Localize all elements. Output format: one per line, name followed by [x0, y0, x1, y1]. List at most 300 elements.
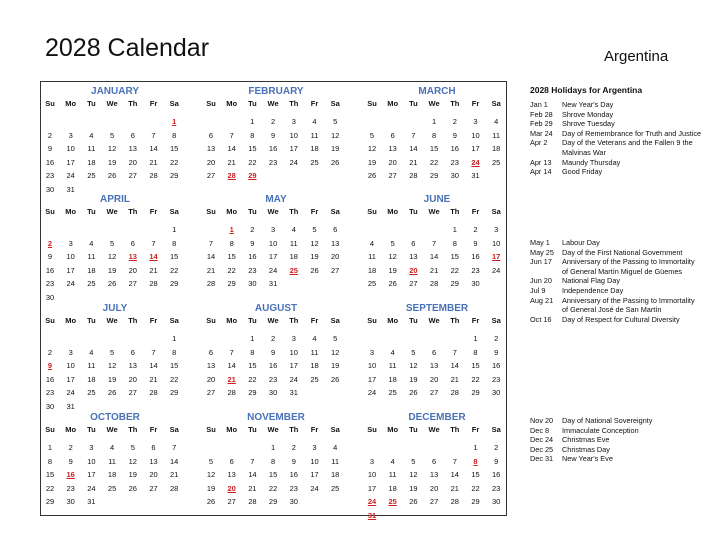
day: 9 — [271, 347, 276, 357]
day: 4 — [312, 117, 317, 126]
day: 14 — [206, 252, 216, 261]
day: 2 — [47, 347, 53, 357]
day: 14 — [429, 252, 439, 261]
weekday-header: Tu — [248, 316, 257, 325]
day: 4 — [390, 456, 395, 466]
day: 7 — [229, 130, 234, 140]
day: 16 — [248, 252, 257, 261]
weekday-header: Fr — [471, 99, 480, 108]
day: 8 — [250, 347, 255, 357]
day: 14 — [248, 470, 257, 479]
day: 16 — [450, 144, 459, 153]
weekday-header: Su — [367, 207, 377, 216]
holiday-item — [530, 248, 702, 258]
day: 25 — [87, 388, 96, 397]
day: 15 — [471, 470, 480, 479]
day: 17 — [87, 470, 96, 479]
weekday-header: Sa — [330, 425, 340, 434]
day: 2 — [47, 130, 53, 140]
day: 11 — [87, 252, 96, 261]
day: 12 — [206, 470, 216, 479]
day: 15 — [170, 144, 179, 153]
day: 5 — [110, 238, 115, 248]
day: 28 — [149, 171, 158, 180]
holiday-date: Oct 16 — [530, 314, 552, 324]
holiday-day: 1 — [229, 225, 234, 234]
weekday-header: Th — [289, 316, 299, 325]
day: 16 — [492, 470, 501, 479]
day: 23 — [45, 171, 55, 180]
day: 24 — [66, 279, 75, 288]
holiday-day: 17 — [492, 252, 501, 261]
weekday-header: Su — [206, 316, 216, 325]
day: 21 — [206, 265, 216, 275]
day: 26 — [206, 497, 216, 506]
day: 24 — [268, 265, 278, 275]
day: 26 — [331, 374, 340, 384]
day: 22 — [471, 374, 480, 384]
day: 7 — [208, 238, 214, 248]
holiday-date: Jul 9 — [530, 285, 546, 295]
day: 27 — [331, 265, 340, 275]
day: 2 — [452, 117, 457, 126]
day: 28 — [149, 388, 158, 397]
weekday-header: Th — [450, 316, 460, 325]
holiday-item — [530, 286, 702, 296]
day: 2 — [68, 443, 73, 452]
day: 17 — [471, 144, 480, 153]
day: 7 — [432, 238, 437, 248]
day: 22 — [248, 157, 257, 167]
day: 6 — [151, 443, 156, 452]
day: 19 — [388, 265, 397, 275]
day: 15 — [248, 144, 257, 153]
day: 2 — [494, 334, 499, 343]
day: 26 — [409, 497, 418, 506]
day: 10 — [289, 347, 298, 357]
day: 14 — [227, 361, 236, 370]
holiday-name: Christmas Day — [562, 444, 610, 454]
day: 3 — [494, 225, 499, 234]
month-name: OCTOBER — [90, 412, 140, 423]
day: 30 — [471, 279, 480, 288]
day: 22 — [248, 374, 257, 384]
day: 1 — [250, 117, 255, 126]
day: 17 — [66, 265, 75, 275]
day: 18 — [388, 483, 397, 493]
day: 12 — [409, 361, 418, 370]
weekday-header: Fr — [471, 207, 480, 216]
day: 3 — [68, 238, 73, 248]
day: 20 — [331, 252, 340, 261]
holiday-date: Jan 1 — [530, 100, 548, 109]
day: 10 — [310, 456, 319, 466]
page-title: 2028 Calendar — [45, 34, 210, 62]
day: 29 — [450, 279, 459, 288]
holiday-item — [530, 435, 702, 445]
day: 26 — [409, 388, 418, 397]
day: 28 — [248, 497, 257, 506]
day: 22 — [170, 265, 179, 275]
day: 7 — [250, 456, 255, 466]
day: 28 — [227, 388, 236, 397]
weekday-header: We — [106, 207, 118, 216]
day: 29 — [45, 497, 55, 506]
day: 12 — [128, 456, 137, 466]
day: 8 — [473, 347, 478, 357]
holiday-day: 24 — [367, 497, 377, 506]
day: 10 — [66, 144, 75, 153]
day: 24 — [289, 374, 298, 384]
holiday-name: Good Friday — [562, 167, 603, 177]
day: 12 — [388, 252, 397, 261]
day: 16 — [289, 470, 298, 479]
day: 1 — [271, 443, 276, 452]
weekday-header: Th — [450, 207, 460, 216]
day: 1 — [452, 225, 457, 234]
day: 27 — [128, 388, 137, 397]
day: 15 — [471, 361, 480, 370]
day: 3 — [369, 456, 375, 466]
day: 22 — [450, 265, 459, 275]
weekday-header: Fr — [310, 207, 319, 216]
day: 29 — [227, 279, 236, 288]
month-january — [40, 86, 190, 194]
day: 18 — [289, 252, 298, 261]
day: 17 — [289, 361, 298, 370]
day: 19 — [409, 374, 418, 384]
day: 28 — [206, 279, 216, 288]
holiday-name: Day of Respect for Cultural Diversity — [562, 314, 680, 324]
day: 7 — [151, 130, 156, 140]
weekday-header: Mo — [387, 99, 399, 108]
weekday-header: We — [106, 99, 118, 108]
day: 23 — [66, 483, 75, 493]
day: 13 — [429, 470, 439, 479]
weekday-header: We — [106, 425, 118, 434]
day: 2 — [271, 334, 276, 343]
holiday-name: Anniversary of the Passing to Immortality of General José de San Martín — [562, 295, 695, 315]
day: 2 — [271, 117, 276, 126]
day: 21 — [149, 265, 158, 275]
day: 9 — [291, 456, 296, 466]
day: 23 — [45, 388, 55, 397]
day: 18 — [87, 157, 96, 167]
weekday-header: Fr — [149, 99, 158, 108]
day: 17 — [289, 144, 298, 153]
day: 11 — [87, 144, 96, 153]
weekday-header: Sa — [330, 207, 340, 216]
weekday-header: Sa — [491, 99, 501, 108]
day: 15 — [170, 252, 179, 261]
day: 8 — [452, 238, 457, 248]
day: 5 — [333, 117, 338, 126]
day: 19 — [107, 374, 117, 384]
weekday-header: Mo — [226, 316, 238, 325]
day: 24 — [66, 171, 75, 180]
day: 14 — [149, 144, 158, 153]
day: 31 — [471, 171, 480, 180]
day: 1 — [172, 334, 177, 343]
day: 25 — [367, 279, 377, 288]
day: 2 — [473, 225, 478, 234]
weekday-header: Th — [128, 99, 138, 108]
day: 19 — [107, 265, 117, 275]
day: 23 — [471, 265, 480, 275]
day: 19 — [409, 483, 418, 493]
day: 26 — [367, 171, 377, 180]
weekday-header: Th — [289, 425, 299, 434]
day: 3 — [291, 334, 296, 343]
day: 20 — [128, 157, 137, 167]
holiday-name: New Year's Eve — [562, 454, 613, 464]
day: 13 — [206, 144, 216, 153]
day: 3 — [291, 117, 296, 126]
weekday-header: Sa — [491, 316, 501, 325]
day: 18 — [87, 374, 96, 384]
day: 31 — [289, 388, 298, 397]
day: 20 — [128, 374, 137, 384]
day: 21 — [450, 483, 459, 493]
day: 13 — [388, 144, 397, 153]
day: 15 — [227, 252, 236, 261]
weekday-header: Tu — [87, 425, 96, 434]
weekday-header: Mo — [65, 316, 77, 325]
day: 15 — [248, 361, 257, 370]
day: 16 — [45, 265, 55, 275]
day: 6 — [432, 347, 437, 357]
month-march — [362, 86, 512, 194]
holiday-date: Dec 24 — [530, 435, 554, 445]
day: 31 — [87, 497, 96, 506]
calendar-grid — [40, 81, 507, 520]
holiday-group — [530, 238, 702, 324]
weekday-header: Mo — [387, 207, 399, 216]
day: 13 — [149, 456, 158, 466]
day: 7 — [411, 130, 416, 140]
day: 20 — [388, 157, 397, 167]
day: 22 — [227, 265, 236, 275]
day: 4 — [369, 238, 375, 248]
day: 10 — [471, 130, 480, 140]
holiday-name: Anniversary of the Passing to Immortality of General Martín Miguel de Güemes — [562, 257, 695, 276]
day: 7 — [151, 347, 156, 357]
day: 11 — [388, 470, 397, 479]
day: 12 — [409, 470, 418, 479]
month-december — [362, 412, 512, 520]
day: 27 — [128, 279, 137, 288]
day: 27 — [128, 171, 137, 180]
day: 3 — [271, 225, 276, 234]
day: 26 — [107, 279, 117, 288]
day: 12 — [107, 252, 117, 261]
day: 21 — [409, 157, 418, 167]
day: 16 — [268, 361, 278, 370]
weekday-header: Tu — [87, 207, 96, 216]
day: 8 — [172, 347, 177, 357]
day: 30 — [492, 497, 501, 506]
weekday-header: Tu — [409, 425, 418, 434]
weekday-header: Sa — [491, 425, 501, 434]
day: 14 — [170, 456, 179, 466]
day: 3 — [312, 443, 317, 452]
day: 23 — [492, 374, 501, 384]
day: 13 — [227, 470, 236, 479]
weekday-header: Su — [367, 316, 377, 325]
weekday-header: Tu — [409, 316, 418, 325]
day: 18 — [107, 470, 117, 479]
day: 26 — [128, 483, 137, 493]
day: 11 — [87, 361, 96, 370]
holiday-day: 8 — [473, 456, 478, 466]
day: 25 — [87, 171, 96, 180]
day: 24 — [87, 483, 96, 493]
holiday-name: Day of the First National Government — [562, 247, 683, 257]
weekday-header: We — [106, 316, 118, 325]
month-name: AUGUST — [254, 303, 298, 314]
holiday-item — [530, 315, 702, 325]
day: 31 — [66, 184, 75, 194]
day: 4 — [390, 347, 395, 357]
holiday-day: 20 — [409, 265, 418, 275]
day: 10 — [367, 470, 377, 479]
holiday-name: Labour Day — [562, 238, 600, 247]
day: 1 — [432, 117, 437, 126]
day: 6 — [208, 130, 214, 140]
holiday-day: 31 — [367, 510, 377, 520]
day: 5 — [130, 443, 135, 452]
day: 3 — [68, 347, 73, 357]
holiday-day: 9 — [47, 361, 53, 370]
holiday-date: Nov 20 — [530, 416, 554, 425]
day: 1 — [47, 443, 53, 452]
weekday-header: Sa — [169, 316, 179, 325]
day: 19 — [331, 361, 340, 370]
day: 13 — [429, 361, 439, 370]
day: 23 — [492, 483, 501, 493]
day: 16 — [45, 374, 55, 384]
day: 9 — [68, 456, 73, 466]
holiday-date: Apr 2 — [530, 138, 548, 148]
day: 29 — [429, 171, 439, 180]
day: 8 — [432, 130, 437, 140]
month-name: FEBRUARY — [248, 86, 304, 97]
weekday-header: Sa — [491, 207, 501, 216]
day: 12 — [107, 361, 117, 370]
day: 12 — [331, 347, 340, 357]
holiday-item — [530, 110, 702, 120]
holiday-date: Feb 28 — [530, 109, 553, 119]
day: 24 — [289, 157, 298, 167]
day: 13 — [409, 252, 418, 261]
weekday-header: Th — [450, 99, 460, 108]
day: 8 — [229, 238, 234, 248]
day: 5 — [390, 238, 395, 248]
weekday-header: Su — [367, 99, 377, 108]
day: 30 — [248, 279, 257, 288]
day: 28 — [149, 279, 158, 288]
day: 27 — [429, 388, 439, 397]
day: 29 — [170, 279, 179, 288]
holiday-date: May 1 — [530, 238, 550, 247]
holiday-date: Aug 21 — [530, 295, 554, 305]
day: 5 — [110, 130, 115, 140]
weekday-header: Mo — [65, 207, 77, 216]
day: 29 — [471, 388, 480, 397]
day: 30 — [45, 292, 55, 302]
holiday-day: 20 — [227, 483, 236, 493]
day: 30 — [450, 171, 459, 180]
day: 25 — [310, 374, 319, 384]
day: 23 — [450, 157, 459, 167]
day: 10 — [66, 361, 75, 370]
day: 4 — [291, 225, 296, 234]
day: 13 — [128, 144, 137, 153]
day: 6 — [432, 456, 437, 466]
day: 4 — [110, 443, 115, 452]
day: 10 — [367, 361, 377, 370]
day: 5 — [110, 347, 115, 357]
weekday-header: Fr — [310, 425, 319, 434]
day: 6 — [130, 130, 135, 140]
day: 13 — [331, 238, 340, 248]
day: 27 — [409, 279, 418, 288]
weekday-header: Fr — [149, 316, 158, 325]
weekday-header: Tu — [87, 316, 96, 325]
day: 9 — [47, 252, 53, 261]
day: 2 — [250, 225, 255, 234]
day: 1 — [473, 334, 478, 343]
holiday-name: Day of National Sovereignty — [562, 416, 653, 425]
day: 9 — [250, 238, 255, 248]
day: 18 — [87, 265, 96, 275]
day: 23 — [248, 265, 257, 275]
day: 16 — [471, 252, 480, 261]
day: 23 — [268, 374, 278, 384]
weekday-header: Sa — [169, 207, 179, 216]
day: 1 — [250, 334, 255, 343]
weekday-header: Mo — [387, 316, 399, 325]
holiday-day: 29 — [248, 171, 257, 180]
day: 6 — [229, 456, 234, 466]
day: 7 — [229, 347, 234, 357]
day: 10 — [289, 130, 298, 140]
day: 12 — [310, 238, 319, 248]
weekday-header: Tu — [248, 207, 257, 216]
day: 9 — [494, 347, 499, 357]
day: 5 — [333, 334, 338, 343]
month-august — [201, 303, 351, 411]
day: 6 — [130, 347, 135, 357]
day: 22 — [170, 157, 179, 167]
day: 12 — [331, 130, 340, 140]
day: 30 — [45, 401, 55, 411]
day: 9 — [271, 130, 276, 140]
day: 4 — [89, 347, 94, 357]
day: 18 — [492, 144, 501, 153]
day: 9 — [452, 130, 457, 140]
day: 28 — [170, 483, 179, 493]
holiday-item — [530, 129, 702, 139]
day: 24 — [66, 388, 75, 397]
weekday-header: Su — [367, 425, 377, 434]
day: 15 — [170, 361, 179, 370]
weekday-header: Fr — [471, 316, 480, 325]
month-name: JULY — [102, 303, 128, 314]
weekday-header: Su — [45, 316, 55, 325]
holiday-item — [530, 445, 702, 455]
day: 4 — [494, 117, 499, 126]
